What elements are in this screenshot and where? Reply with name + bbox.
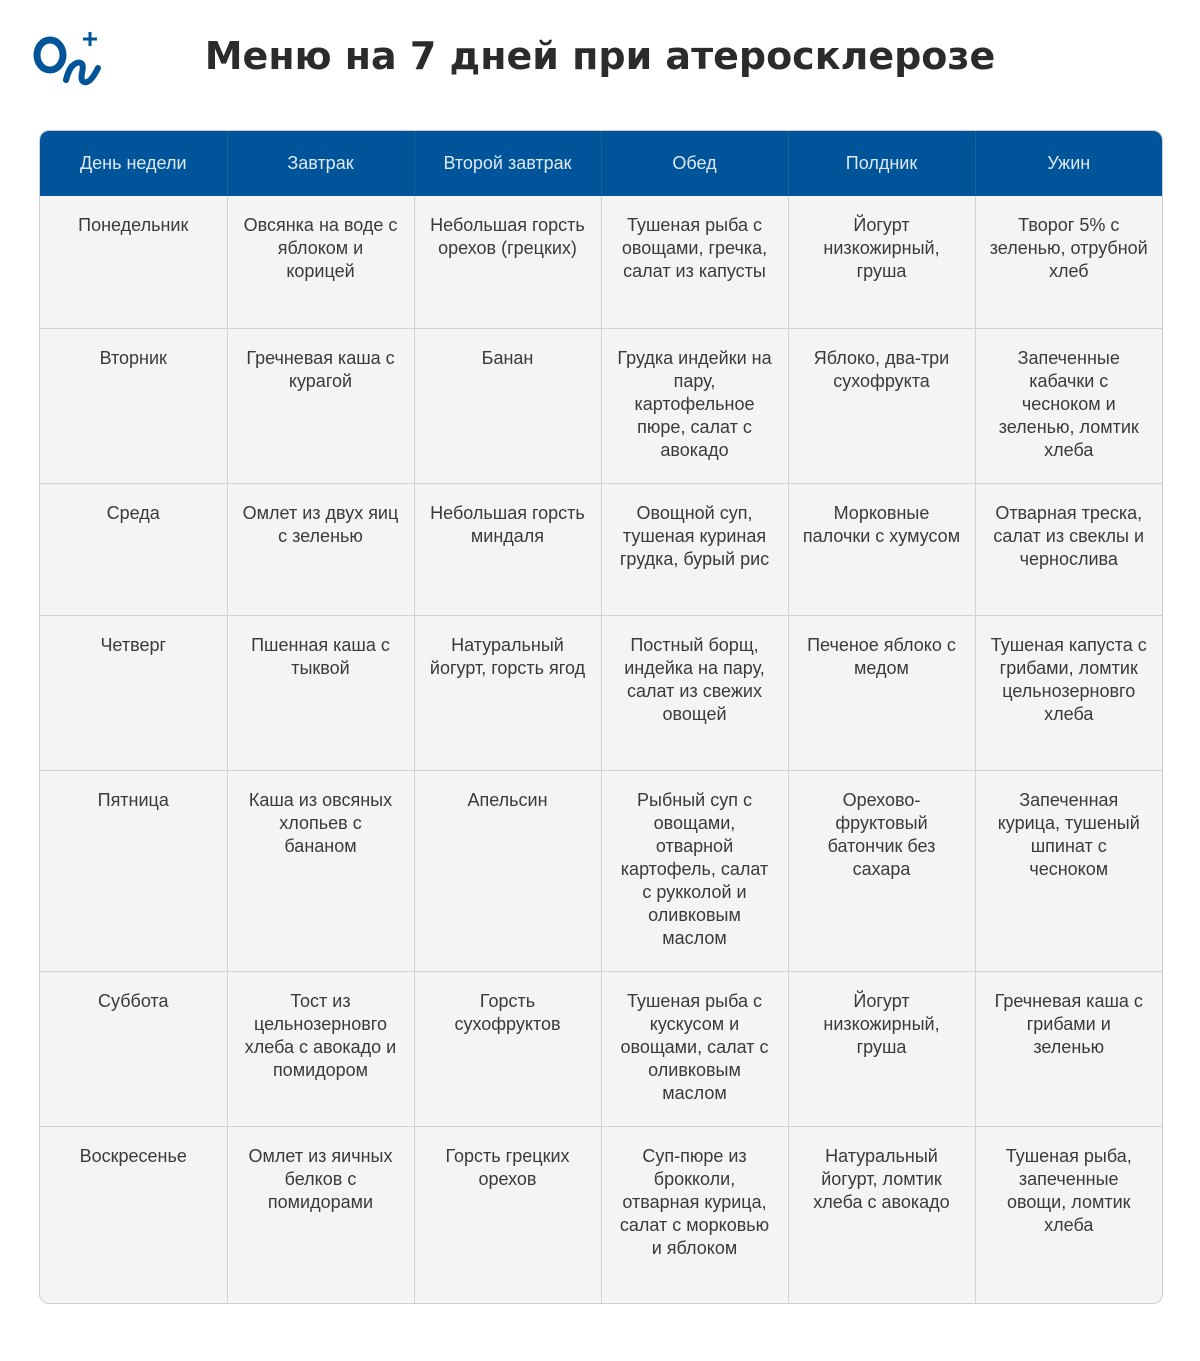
cell-lunch: Грудка индейки на пару, картофельное пюре, салат с авокадо [601,328,788,483]
cell-day: Понедельник [40,196,227,328]
table-row [40,328,1162,483]
cell-snack: Натуральный йогурт, ломтик хлеба с авокадо [788,1126,975,1303]
table-row [40,770,1162,971]
table-row [40,971,1162,1126]
cell-day: Вторник [40,328,227,483]
column-header-second-breakfast: Второй завтрак [414,131,601,196]
cell-day: Пятница [40,770,227,971]
table-row [40,615,1162,770]
cell-second-breakfast: Горсть сухофруктов [414,971,601,1126]
cell-breakfast: Омлет из двух яиц с зеленью [227,483,414,615]
table-row [40,196,1162,328]
cell-breakfast: Гречневая каша с курагой [227,328,414,483]
cell-lunch: Тушеная рыба с кускусом и овощами, салат с оливковым маслом [601,971,788,1126]
cell-dinner: Гречневая каша с грибами и зеленью [975,971,1162,1126]
table-row [40,1126,1162,1303]
cell-snack: Морковные палочки с хумусом [788,483,975,615]
column-header-dinner: Ужин [975,131,1162,196]
cell-dinner: Тушеная капуста с грибами, ломтик цельнозерновго хлеба [975,615,1162,770]
cell-lunch: Тушеная рыба с овощами, гречка, салат из капусты [601,196,788,328]
cell-day: Среда [40,483,227,615]
cell-second-breakfast: Банан [414,328,601,483]
cell-dinner: Запеченная курица, тушеный шпинат с чесноком [975,770,1162,971]
cell-lunch: Овощной суп, тушеная куриная грудка, бурый рис [601,483,788,615]
cell-lunch: Суп-пюре из брокколи, отварная курица, салат с морковью и яблоком [601,1126,788,1303]
cell-day: Воскресенье [40,1126,227,1303]
cell-breakfast: Каша из овсяных хлопьев с бананом [227,770,414,971]
menu-table [39,130,1163,1304]
cell-day: Суббота [40,971,227,1126]
cell-snack: Йогурт низкожирный, груша [788,196,975,328]
table-header-row [40,131,1162,196]
column-header-day: День недели [40,131,227,196]
cell-breakfast: Овсянка на воде с яблоком и корицей [227,196,414,328]
cell-breakfast: Омлет из яичных белков с помидорами [227,1126,414,1303]
cell-dinner: Творог 5% с зеленью, отрубной хлеб [975,196,1162,328]
cell-lunch: Рыбный суп с овощами, отварной картофель, салат с рукколой и оливковым маслом [601,770,788,971]
page-title: Меню на 7 дней при атеросклерозе [204,34,996,78]
cell-snack: Орехово-фруктовый батончик без сахара [788,770,975,971]
cell-day: Четверг [40,615,227,770]
cell-second-breakfast: Горсть грецких орехов [414,1126,601,1303]
cell-second-breakfast: Небольшая горсть миндаля [414,483,601,615]
table-body [40,196,1162,1303]
cell-second-breakfast: Натуральный йогурт, горсть ягод [414,615,601,770]
table-row [40,483,1162,615]
cell-snack: Печеное яблоко с медом [788,615,975,770]
cell-second-breakfast: Небольшая горсть орехов (грецких) [414,196,601,328]
cell-dinner: Отварная треска, салат из свеклы и чернослива [975,483,1162,615]
cell-snack: Йогурт низкожирный, груша [788,971,975,1126]
cell-lunch: Постный борщ, индейка на пару, салат из свежих овощей [601,615,788,770]
column-header-breakfast: Завтрак [227,131,414,196]
cell-breakfast: Пшенная каша с тыквой [227,615,414,770]
column-header-lunch: Обед [601,131,788,196]
cell-dinner: Запеченные кабачки с чесноком и зеленью, ломтик хлеба [975,328,1162,483]
cell-breakfast: Тост из цельнозерновго хлеба с авокадо и помидором [227,971,414,1126]
cell-second-breakfast: Апельсин [414,770,601,971]
cell-snack: Яблоко, два-три сухофрукта [788,328,975,483]
cell-dinner: Тушеная рыба, запеченные овощи, ломтик хлеба [975,1126,1162,1303]
column-header-snack: Полдник [788,131,975,196]
